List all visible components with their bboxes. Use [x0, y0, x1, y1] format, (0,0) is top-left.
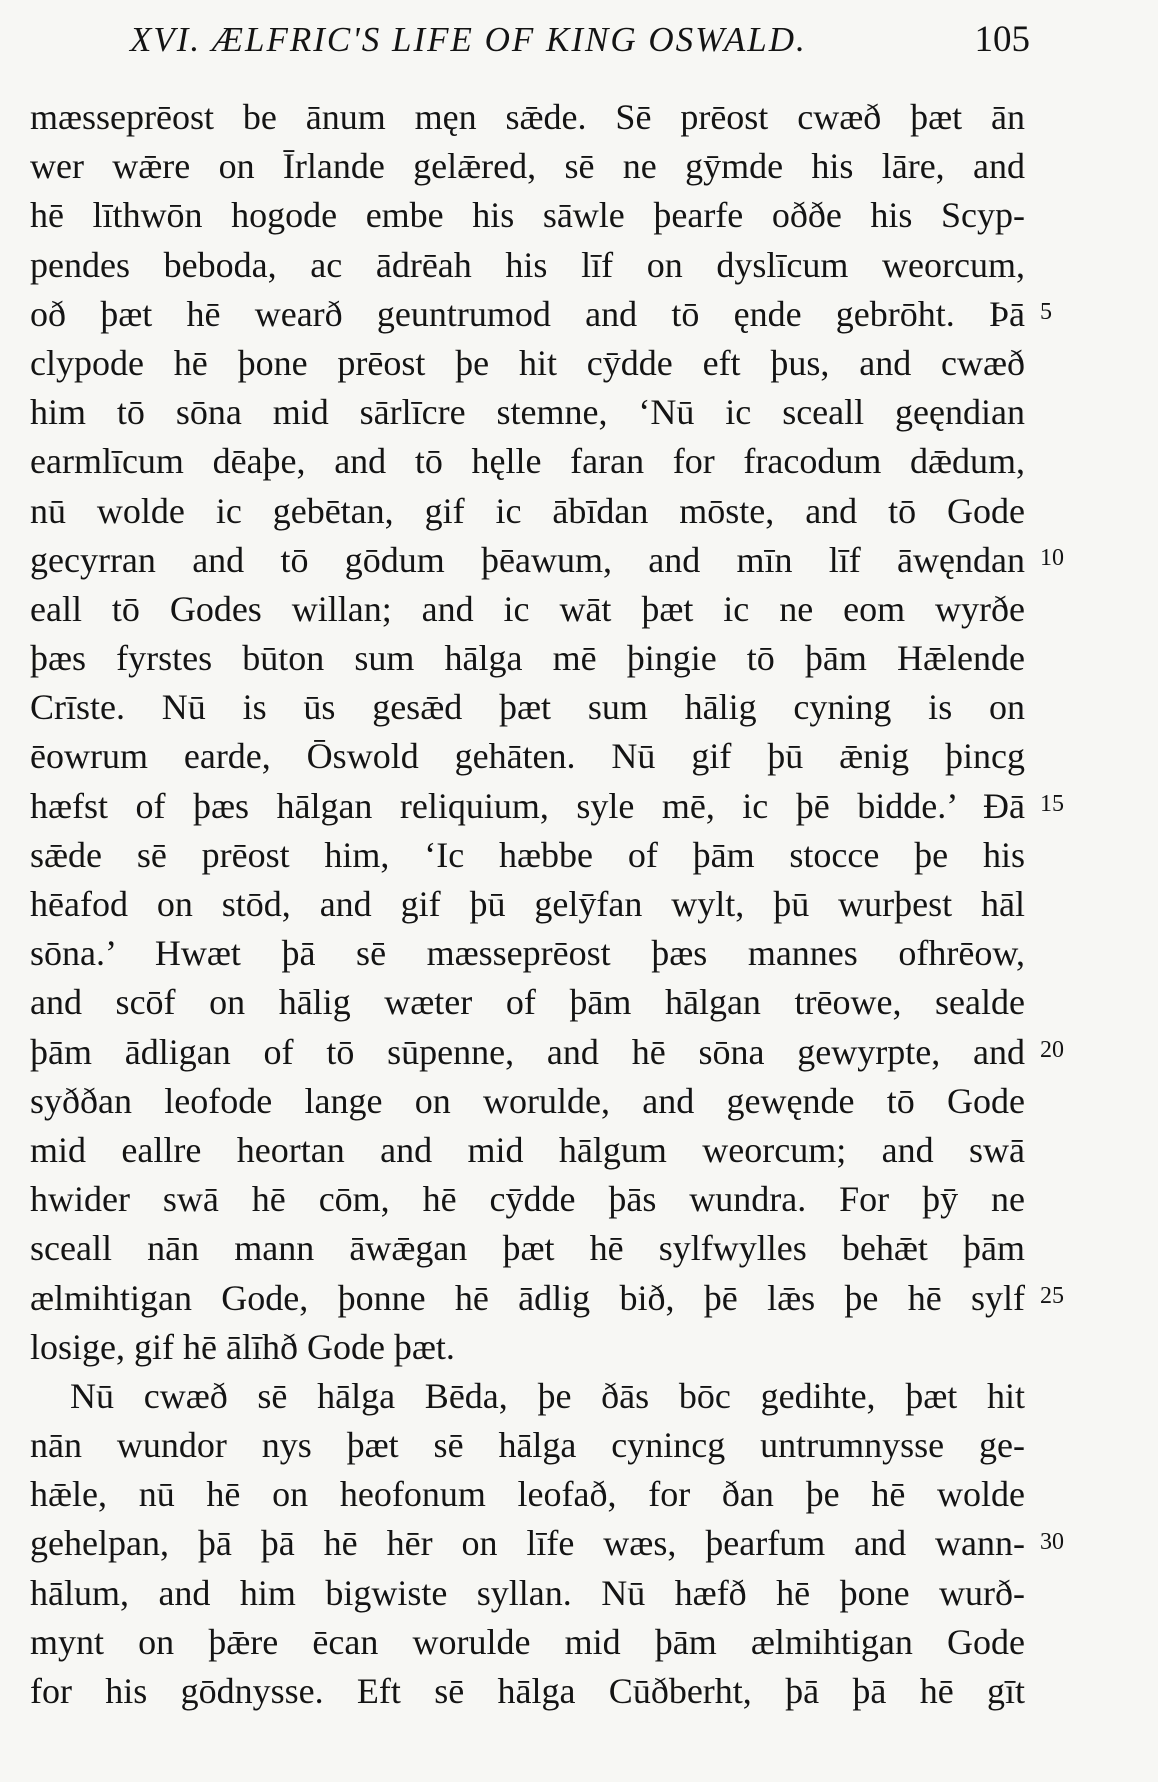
line-number-5: 5 — [1040, 299, 1052, 325]
text-line: clypode hē þone prēost þe hit cȳdde eft þus, and cwæð — [30, 342, 1025, 383]
text-line: nān wundor nys þæt sē hālga cynincg untrumnysse ge- — [30, 1425, 1025, 1466]
text-line: ælmihtigan Gode, þonne hē ādlig bið, þē lǣs þe hē sylf — [30, 1277, 1025, 1318]
text-line: hwider swā hē cōm, hē cȳdde þās wundra. For þȳ ne — [30, 1179, 1025, 1220]
text-line: hæfst of þæs hālgan reliquium, syle mē, ic þē bidde.’ Ðā — [30, 785, 1025, 826]
text-line: hālum, and him bigwiste syllan. Nū hæfð hē þone wurð- — [30, 1572, 1025, 1613]
text-line: earmlīcum dēaþe, and tō hęlle faran for fracodum dǣdum, — [30, 441, 1025, 482]
line-number-30: 30 — [1040, 1529, 1064, 1555]
text-line: eall tō Godes willan; and ic wāt þæt ic ne eom wyrðe — [30, 588, 1025, 629]
text-line: sceall nān mann āwǣgan þæt hē sylfwylles behǣt þām — [30, 1228, 1025, 1269]
text-line: hǣle, nū hē on heofonum leofað, for ðan þe hē wolde — [30, 1474, 1025, 1515]
line-number-25: 25 — [1040, 1283, 1064, 1309]
text-line: for his gōdnysse. Eft sē hālga Cūðberht, þā þā hē gīt — [30, 1671, 1025, 1711]
text-line: hē līthwōn hogode embe his sāwle þearfe oððe his Scyp- — [30, 195, 1025, 236]
line-number-20: 20 — [1040, 1037, 1064, 1063]
text-line: ēowrum earde, Ōswold gehāten. Nū gif þū ǣnig þincg — [30, 736, 1025, 777]
text-line: þām ādligan of tō sūpenne, and hē sōna gewyrpte, and — [30, 1031, 1025, 1072]
text-line: and scōf on hālig wæter of þām hālgan trēowe, sealde — [30, 982, 1025, 1023]
page-number: 105 — [974, 19, 1030, 60]
text-line: oð þæt hē wearð geuntrumod and tō ęnde gebrōht. Þā — [30, 293, 1025, 334]
line-number-15: 15 — [1040, 791, 1064, 817]
text-line: gehelpan, þā þā hē hēr on līfe wæs, þearfum and wann- — [30, 1523, 1025, 1564]
text-line: wer wǣre on Īrlande gelǣred, sē ne gȳmde his lāre, and — [30, 146, 1025, 187]
text-line: mid eallre heortan and mid hālgum weorcum; and swā — [30, 1129, 1025, 1170]
text-line: sǣde sē prēost him, ‘Ic hæbbe of þām stocce þe his — [30, 834, 1025, 875]
text-line: nū wolde ic gebētan, gif ic ābīdan mōste, and tō Gode — [30, 490, 1025, 531]
text-line: gecyrran and tō gōdum þēawum, and mīn līf āwęndan — [30, 539, 1025, 580]
text-line: þæs fyrstes būton sum hālga mē þingie tō þām Hǣlende — [30, 638, 1025, 679]
text-line: pendes beboda, ac ādrēah his līf on dyslīcum weorcum, — [30, 244, 1025, 285]
paragraph-first-line: Nū cwæð sē hālga Bēda, þe ðās bōc gedihte, þæt hit — [70, 1375, 1025, 1416]
text-line: him tō sōna mid sārlīcre stemne, ‘Nū ic sceall geęndian — [30, 392, 1025, 433]
text-line: mæsseprēost be ānum męn sǣde. Sē prēost cwæð þæt ān — [30, 97, 1025, 137]
text-line: mynt on þǣre ēcan worulde mid þām ælmihtigan Gode — [30, 1621, 1025, 1662]
line-number-10: 10 — [1040, 545, 1064, 571]
text-line: sōna.’ Hwæt þā sē mæsseprēost þæs mannes ofhrēow, — [30, 933, 1025, 974]
paragraph-last-line: losige, gif hē ālīhð Gode þæt. — [30, 1326, 455, 1367]
page-header — [130, 10, 1030, 70]
text-line: Crīste. Nū is ūs gesǣd þæt sum hālig cyning is on — [30, 687, 1025, 728]
text-line: hēafod on stōd, and gif þū gelȳfan wylt, þū wurþest hāl — [30, 884, 1025, 924]
text-line: syððan leofode lange on worulde, and gewęnde tō Gode — [30, 1080, 1025, 1121]
body-text — [30, 93, 1025, 1716]
running-title: XVI. ÆLFRIC'S LIFE OF KING OSWALD. — [130, 20, 807, 59]
